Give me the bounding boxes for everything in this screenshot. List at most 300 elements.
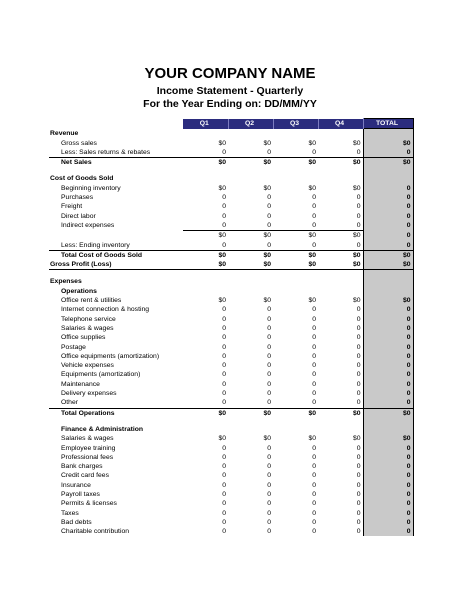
total-value: 0: [363, 490, 413, 499]
table-row: [49, 361, 413, 370]
q3-value: 0: [312, 399, 316, 407]
q2-value: 0: [267, 518, 271, 526]
q2-value: 0: [267, 148, 271, 156]
table-row: [49, 343, 413, 352]
q1-value: [183, 425, 228, 434]
table-row: [49, 305, 413, 314]
row-label: Charitable contribution: [61, 528, 130, 536]
row-label: Direct labor: [61, 212, 96, 220]
q4-value: 0: [356, 472, 361, 480]
q2-value: $0: [228, 260, 273, 270]
q3-value: [273, 129, 318, 139]
table-row: [49, 471, 413, 480]
q2-value: [228, 129, 273, 139]
row-label: Insurance: [61, 481, 91, 489]
table-row: [49, 408, 413, 418]
row-label: Less: Sales returns & rebates: [61, 148, 151, 156]
q4-value: $0: [318, 408, 363, 418]
spacer-cell: [49, 270, 183, 278]
q1-value: 0: [222, 241, 226, 249]
total-value: 0: [363, 518, 413, 527]
total-value: 0: [363, 315, 413, 324]
row-label: Revenue: [50, 130, 79, 138]
q4-value: 0: [356, 399, 361, 407]
table-row: [49, 184, 413, 193]
q4-value: 0: [356, 390, 361, 398]
total-value: [363, 174, 413, 183]
table-row: [49, 158, 413, 168]
table-row: [49, 241, 413, 251]
column-header-blank: [49, 119, 183, 129]
row-label: Gross sales: [61, 139, 97, 147]
q4-value: 0: [356, 343, 361, 351]
table-row: [49, 193, 413, 202]
q2-value: 0: [267, 203, 271, 211]
q2-value: 0: [267, 241, 271, 249]
row-label: Other: [61, 399, 78, 407]
row-label: Office rent & utilities: [61, 297, 122, 305]
q2-value: 0: [267, 453, 271, 461]
total-value: 0: [363, 453, 413, 462]
total-value: 0: [363, 202, 413, 211]
q2-value: 0: [267, 481, 271, 489]
q2-value: 0: [267, 463, 271, 471]
total-value: 0: [363, 527, 413, 536]
q1-value: $0: [183, 408, 228, 418]
q1-value: 0: [222, 221, 226, 229]
spacer-cell: [273, 418, 318, 425]
q3-value: 0: [312, 352, 316, 360]
q2-value: [228, 174, 273, 183]
q3-value: $0: [273, 260, 318, 270]
q3-value: 0: [312, 463, 316, 471]
q4-value: 0: [356, 481, 361, 489]
total-value: 0: [363, 221, 413, 231]
q4-value: 0: [356, 148, 361, 156]
total-value: [363, 129, 413, 139]
row-label: Total Cost of Goods Sold: [49, 250, 183, 260]
table-row: [49, 212, 413, 221]
q1-value: 0: [222, 362, 226, 370]
q2-value: $0: [263, 184, 271, 192]
q1-value: [183, 129, 228, 139]
total-value: 0: [363, 444, 413, 453]
q4-value: $0: [352, 435, 361, 443]
q2-value: $0: [263, 139, 271, 147]
q3-value: 0: [312, 371, 316, 379]
q4-value: $0: [352, 184, 361, 192]
table-row: [49, 333, 413, 342]
total-value: $0: [363, 139, 413, 148]
q3-value: $0: [273, 250, 318, 260]
q1-value: 0: [222, 463, 226, 471]
row-label: Employee training: [61, 444, 116, 452]
q3-value: 0: [312, 528, 316, 536]
q3-value: 0: [312, 472, 316, 480]
q1-value: $0: [218, 184, 226, 192]
total-value: 0: [363, 380, 413, 389]
q1-value: 0: [222, 528, 226, 536]
column-header-q3: Q3: [273, 119, 318, 129]
spacer-cell: [318, 270, 363, 278]
q1-value: 0: [222, 518, 226, 526]
q2-value: 0: [267, 324, 271, 332]
q2-value: 0: [267, 509, 271, 517]
q3-value: $0: [273, 158, 318, 168]
spacer-cell: [318, 418, 363, 425]
row-label: Postage: [61, 343, 86, 351]
row-label: Office supplies: [61, 334, 106, 342]
q3-value: 0: [312, 481, 316, 489]
row-label: Taxes: [61, 509, 79, 517]
table-row: [49, 231, 413, 241]
table-row: [49, 260, 413, 270]
total-value: 0: [363, 370, 413, 379]
statement-period: For the Year Ending on: DD/MM/YY: [143, 98, 317, 110]
q2-value: $0: [263, 435, 271, 443]
row-label: Bad debts: [61, 518, 92, 526]
total-value: 0: [363, 471, 413, 480]
q2-value: 0: [267, 444, 271, 452]
table-row: [49, 444, 413, 453]
q3-value: 0: [312, 194, 316, 202]
q3-value: [273, 277, 318, 286]
q1-value: 0: [222, 453, 226, 461]
q4-value: $0: [318, 250, 363, 260]
q1-value: 0: [222, 203, 226, 211]
q1-value: 0: [222, 472, 226, 480]
q3-value: $0: [308, 297, 316, 305]
q1-value: 0: [222, 371, 226, 379]
q4-value: [318, 287, 363, 296]
q3-value: 0: [312, 203, 316, 211]
row-label: Delivery expenses: [61, 390, 117, 398]
q2-value: 0: [267, 194, 271, 202]
total-value: 0: [363, 343, 413, 352]
q2-value: 0: [267, 306, 271, 314]
row-label: [49, 231, 183, 241]
row-label: Equipments (amortization): [61, 371, 141, 379]
q1-value: [183, 287, 228, 296]
q1-value: $0: [183, 250, 228, 260]
total-value: [363, 425, 413, 434]
table-row: [49, 499, 413, 508]
q3-value: 0: [312, 241, 316, 249]
q3-value: 0: [312, 490, 316, 498]
q4-value: [318, 129, 363, 139]
q1-value: 0: [222, 444, 226, 452]
q4-value: 0: [356, 500, 361, 508]
total-value: [363, 287, 413, 296]
spacer-row: [49, 270, 413, 278]
q2-value: 0: [267, 390, 271, 398]
row-label: Payroll taxes: [61, 490, 100, 498]
row-label: Less: Ending inventory: [61, 241, 130, 249]
column-header-row: [49, 119, 413, 129]
q1-value: 0: [222, 500, 226, 508]
q4-value: 0: [356, 518, 361, 526]
row-label: Finance & Administration: [61, 425, 144, 433]
q2-value: 0: [267, 221, 271, 229]
q3-value: [273, 287, 318, 296]
q1-value: 0: [222, 481, 226, 489]
row-label: Salaries & wages: [61, 435, 114, 443]
q3-value: 0: [312, 212, 316, 220]
q2-value: 0: [267, 371, 271, 379]
q4-value: 0: [356, 306, 361, 314]
q4-value: [318, 425, 363, 434]
total-value: 0: [363, 333, 413, 342]
total-value: 0: [363, 148, 413, 158]
row-label: Net Sales: [49, 158, 183, 168]
q4-value: $0: [352, 139, 361, 147]
q3-value: 0: [312, 444, 316, 452]
q3-value: [273, 174, 318, 183]
q1-value: 0: [222, 334, 226, 342]
table-row: [49, 527, 413, 536]
total-value: $0: [363, 158, 413, 168]
q3-value: $0: [308, 435, 316, 443]
row-label: Telephone service: [61, 315, 116, 323]
column-header-q1: Q1: [183, 119, 228, 129]
row-label: Professional fees: [61, 453, 114, 461]
q2-value: 0: [267, 212, 271, 220]
spacer-cell: [49, 167, 183, 174]
total-value: $0: [363, 260, 413, 270]
total-value: 0: [363, 241, 413, 251]
table-row: [49, 509, 413, 518]
row-label: Indirect expenses: [61, 222, 115, 230]
q3-value: 0: [312, 306, 316, 314]
table-row: [49, 174, 413, 183]
row-label: Internet connection & hosting: [61, 306, 150, 314]
row-label: Beginning inventory: [61, 184, 121, 192]
q1-value: 0: [222, 315, 226, 323]
table-row: [49, 324, 413, 333]
row-label: Vehicle expenses: [61, 362, 114, 370]
q4-value: $0: [318, 231, 363, 241]
q2-value: 0: [267, 472, 271, 480]
q4-value: 0: [356, 315, 361, 323]
table-row: [49, 202, 413, 211]
q1-value: 0: [222, 509, 226, 517]
total-value: 0: [363, 324, 413, 333]
q4-value: 0: [356, 490, 361, 498]
q2-value: $0: [228, 408, 273, 418]
q1-value: 0: [222, 380, 226, 388]
spacer-cell: [318, 167, 363, 174]
column-header-q2: Q2: [228, 119, 273, 129]
income-statement-sheet: [49, 118, 413, 536]
q2-value: 0: [267, 334, 271, 342]
q4-value: 0: [356, 509, 361, 517]
q3-value: $0: [308, 139, 316, 147]
q2-value: 0: [267, 399, 271, 407]
q2-value: 0: [267, 343, 271, 351]
spacer-cell: [49, 418, 183, 425]
spacer-cell: [363, 418, 413, 425]
q3-value: 0: [312, 453, 316, 461]
q4-value: 0: [356, 334, 361, 342]
q1-value: 0: [222, 212, 226, 220]
q3-value: 0: [312, 148, 316, 156]
q1-value: $0: [183, 231, 228, 241]
table-row: [49, 389, 413, 398]
total-value: 0: [363, 184, 413, 193]
q2-value: 0: [267, 528, 271, 536]
q2-value: $0: [228, 158, 273, 168]
q4-value: 0: [356, 362, 361, 370]
spacer-cell: [228, 167, 273, 174]
q2-value: 0: [267, 352, 271, 360]
q4-value: [318, 174, 363, 183]
spacer-cell: [228, 418, 273, 425]
q4-value: 0: [356, 212, 361, 220]
row-label: Total Operations: [49, 408, 183, 418]
q4-value: 0: [356, 380, 361, 388]
q3-value: 0: [312, 221, 316, 229]
company-name: YOUR COMPANY NAME: [144, 65, 316, 82]
total-value: 0: [363, 462, 413, 471]
q3-value: 0: [312, 334, 316, 342]
q1-value: 0: [222, 324, 226, 332]
table-row: [49, 221, 413, 231]
spacer-cell: [273, 167, 318, 174]
q2-value: 0: [267, 315, 271, 323]
q1-value: 0: [222, 343, 226, 351]
q4-value: 0: [356, 444, 361, 452]
spacer-cell: [273, 270, 318, 278]
table-row: [49, 129, 413, 139]
table-row: [49, 434, 413, 443]
q3-value: 0: [312, 315, 316, 323]
row-label: Purchases: [61, 194, 94, 202]
total-value: $0: [363, 434, 413, 443]
total-value: 0: [363, 398, 413, 408]
q3-value: 0: [312, 380, 316, 388]
spacer-cell: [363, 167, 413, 174]
q1-value: $0: [218, 435, 226, 443]
q2-value: 0: [267, 380, 271, 388]
q3-value: [273, 425, 318, 434]
statement-rows: [49, 129, 413, 537]
q3-value: 0: [312, 518, 316, 526]
row-label: Gross Profit (Loss): [49, 260, 183, 270]
q4-value: 0: [356, 324, 361, 332]
total-value: 0: [363, 305, 413, 314]
spacer-cell: [363, 270, 413, 278]
q2-value: [228, 287, 273, 296]
q4-value: 0: [356, 528, 361, 536]
q4-value: 0: [356, 194, 361, 202]
row-label: Permits & licenses: [61, 500, 117, 508]
q1-value: 0: [222, 306, 226, 314]
total-value: $0: [363, 250, 413, 260]
table-row: [49, 453, 413, 462]
q2-value: 0: [267, 500, 271, 508]
spacer-cell: [228, 270, 273, 278]
q1-value: $0: [218, 297, 226, 305]
q2-value: 0: [267, 362, 271, 370]
q3-value: 0: [312, 362, 316, 370]
row-label: Credit card fees: [61, 472, 109, 480]
total-value: 0: [363, 499, 413, 508]
total-value: 0: [363, 389, 413, 398]
spacer-cell: [183, 167, 228, 174]
q4-value: $0: [318, 158, 363, 168]
table-row: [49, 462, 413, 471]
row-label: Maintenance: [61, 380, 100, 388]
q1-value: $0: [183, 158, 228, 168]
total-value: 0: [363, 231, 413, 241]
q2-value: $0: [263, 297, 271, 305]
q4-value: 0: [356, 221, 361, 229]
total-value: $0: [363, 408, 413, 418]
column-header-q4: Q4: [318, 119, 363, 129]
q1-value: [183, 174, 228, 183]
q3-value: 0: [312, 324, 316, 332]
row-label: Bank charges: [61, 463, 103, 471]
total-value: 0: [363, 352, 413, 361]
table-row: [49, 518, 413, 527]
q1-value: 0: [222, 399, 226, 407]
q2-value: [228, 277, 273, 286]
table-row: [49, 287, 413, 296]
total-value: [363, 277, 413, 286]
q3-value: $0: [273, 231, 318, 241]
q4-value: 0: [356, 463, 361, 471]
total-value: $0: [363, 296, 413, 305]
table-row: [49, 315, 413, 324]
q1-value: 0: [222, 490, 226, 498]
table-row: [49, 139, 413, 148]
q1-value: 0: [222, 390, 226, 398]
total-value: 0: [363, 509, 413, 518]
column-header-total: TOTAL: [363, 119, 413, 129]
total-value: 0: [363, 361, 413, 370]
table-row: [49, 490, 413, 499]
q3-value: 0: [312, 390, 316, 398]
q3-value: $0: [308, 184, 316, 192]
q2-value: [228, 425, 273, 434]
row-label: Salaries & wages: [61, 324, 114, 332]
q3-value: 0: [312, 509, 316, 517]
row-label: Freight: [61, 203, 83, 211]
total-value: 0: [363, 481, 413, 490]
table-row: [49, 370, 413, 379]
q2-value: 0: [267, 490, 271, 498]
table-row: [49, 425, 413, 434]
table-row: [49, 380, 413, 389]
q3-value: 0: [312, 500, 316, 508]
q2-value: $0: [228, 250, 273, 260]
total-value: 0: [363, 193, 413, 202]
q1-value: $0: [183, 260, 228, 270]
q2-value: $0: [228, 231, 273, 241]
q4-value: [318, 277, 363, 286]
row-label: Expenses: [50, 278, 82, 286]
table-row: [49, 398, 413, 408]
q1-value: 0: [222, 194, 226, 202]
table-row: [49, 352, 413, 361]
q3-value: 0: [312, 343, 316, 351]
statement-title: Income Statement - Quarterly: [156, 85, 304, 97]
income-statement-table: [49, 118, 414, 536]
spacer-row: [49, 418, 413, 425]
q4-value: 0: [356, 371, 361, 379]
spacer-row: [49, 167, 413, 174]
q4-value: 0: [356, 352, 361, 360]
